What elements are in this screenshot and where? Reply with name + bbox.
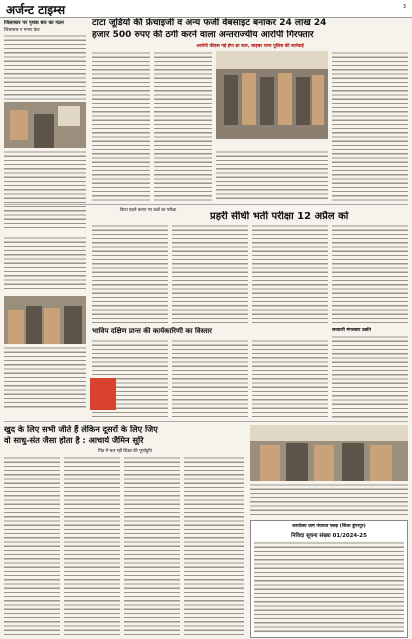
center-story-col-2 (172, 224, 248, 324)
left-column-headline: जिलास्तर पर पृथक बार का गठन (4, 20, 64, 26)
main-story-col-3 (216, 150, 328, 201)
notice-title: कार्यालय ग्राम पंचायत फ्लड़ (जिला डूंगरपुर) (292, 524, 366, 529)
center-story-col-4 (332, 224, 408, 324)
page-number: 3 (402, 4, 406, 10)
bottom-story-col-2 (64, 456, 120, 636)
left-column-text-2 (4, 150, 86, 230)
newspaper-logo: अर्जन्ट टाइम्स (6, 3, 66, 17)
center-subheadline: किया पहले कराए गए प्रश्नों का परीक्षा (119, 207, 177, 212)
left-column-text-4 (4, 346, 86, 410)
right-mid-text (332, 335, 408, 419)
main-photo-caption (216, 141, 328, 149)
bottom-story-col-4 (184, 456, 244, 636)
divider-1 (4, 204, 408, 205)
left-column-text-1 (4, 34, 86, 100)
left-photo-2 (4, 296, 86, 344)
main-story-photo (216, 51, 328, 139)
divider-2 (4, 421, 408, 422)
left-column-text-3 (4, 236, 86, 290)
left-photo-1 (4, 102, 86, 148)
main-headline-line-1: टाटा जूडियो की फ्रेंचाइजी व अन्य फर्जी वेबसाइट बनाकर 24 लाख 24 (92, 18, 327, 28)
bottom-subheadline: पिंड में चल रही शिक्षा की पूर्णाहुति (98, 449, 152, 454)
tender-notice (250, 520, 408, 638)
center-headline: प्रहरी सीधी भर्ती परीक्षा 12 अप्रैल को (210, 211, 349, 222)
main-headline-line-2: हजार 500 रुपए की ठगी करने वाला अन्तराज्यीय आरोपी गिरफ्तार (92, 30, 314, 40)
red-label-box (90, 378, 116, 410)
main-story-col-2 (154, 51, 212, 201)
mid-headline: भाविप दक्षिण प्रान्त की कार्यकारिणी का विस्तार (92, 327, 213, 335)
main-story-col-1 (92, 51, 150, 201)
notice-body (254, 541, 404, 633)
bottom-headline-line-2: वो साधु-संत जैसा होता है : आचार्य जैमिन सूरि (4, 436, 144, 445)
notice-subtitle: निविदा सूचना संख्या 01/2024-25 (291, 533, 367, 539)
bottom-story-col-1 (4, 456, 60, 636)
bottom-headline-line-1: खुद के लिए सभी जीते हैं लेकिन दूसरों के लिए जिए (4, 425, 158, 434)
right-column-text (332, 51, 408, 201)
masthead (0, 0, 412, 18)
right-mid-headline: सरकारी मंगलवार उन्नति (332, 328, 371, 333)
right-bottom-text (250, 483, 408, 517)
center-story-col-1 (92, 224, 168, 324)
center-story-col-3 (252, 224, 328, 324)
left-column-subheadline: जिलास्तर न मनाए केव (4, 28, 40, 33)
mid-story-col-3 (252, 339, 328, 419)
main-subheadline: आरोपी कीडस गई ईंगा ज्ञा कार, साइबर थाना पुलिस की कार्रवाई (196, 44, 304, 49)
mid-story-col-2 (172, 339, 248, 419)
right-photo (250, 425, 408, 481)
bottom-story-col-3 (124, 456, 180, 636)
